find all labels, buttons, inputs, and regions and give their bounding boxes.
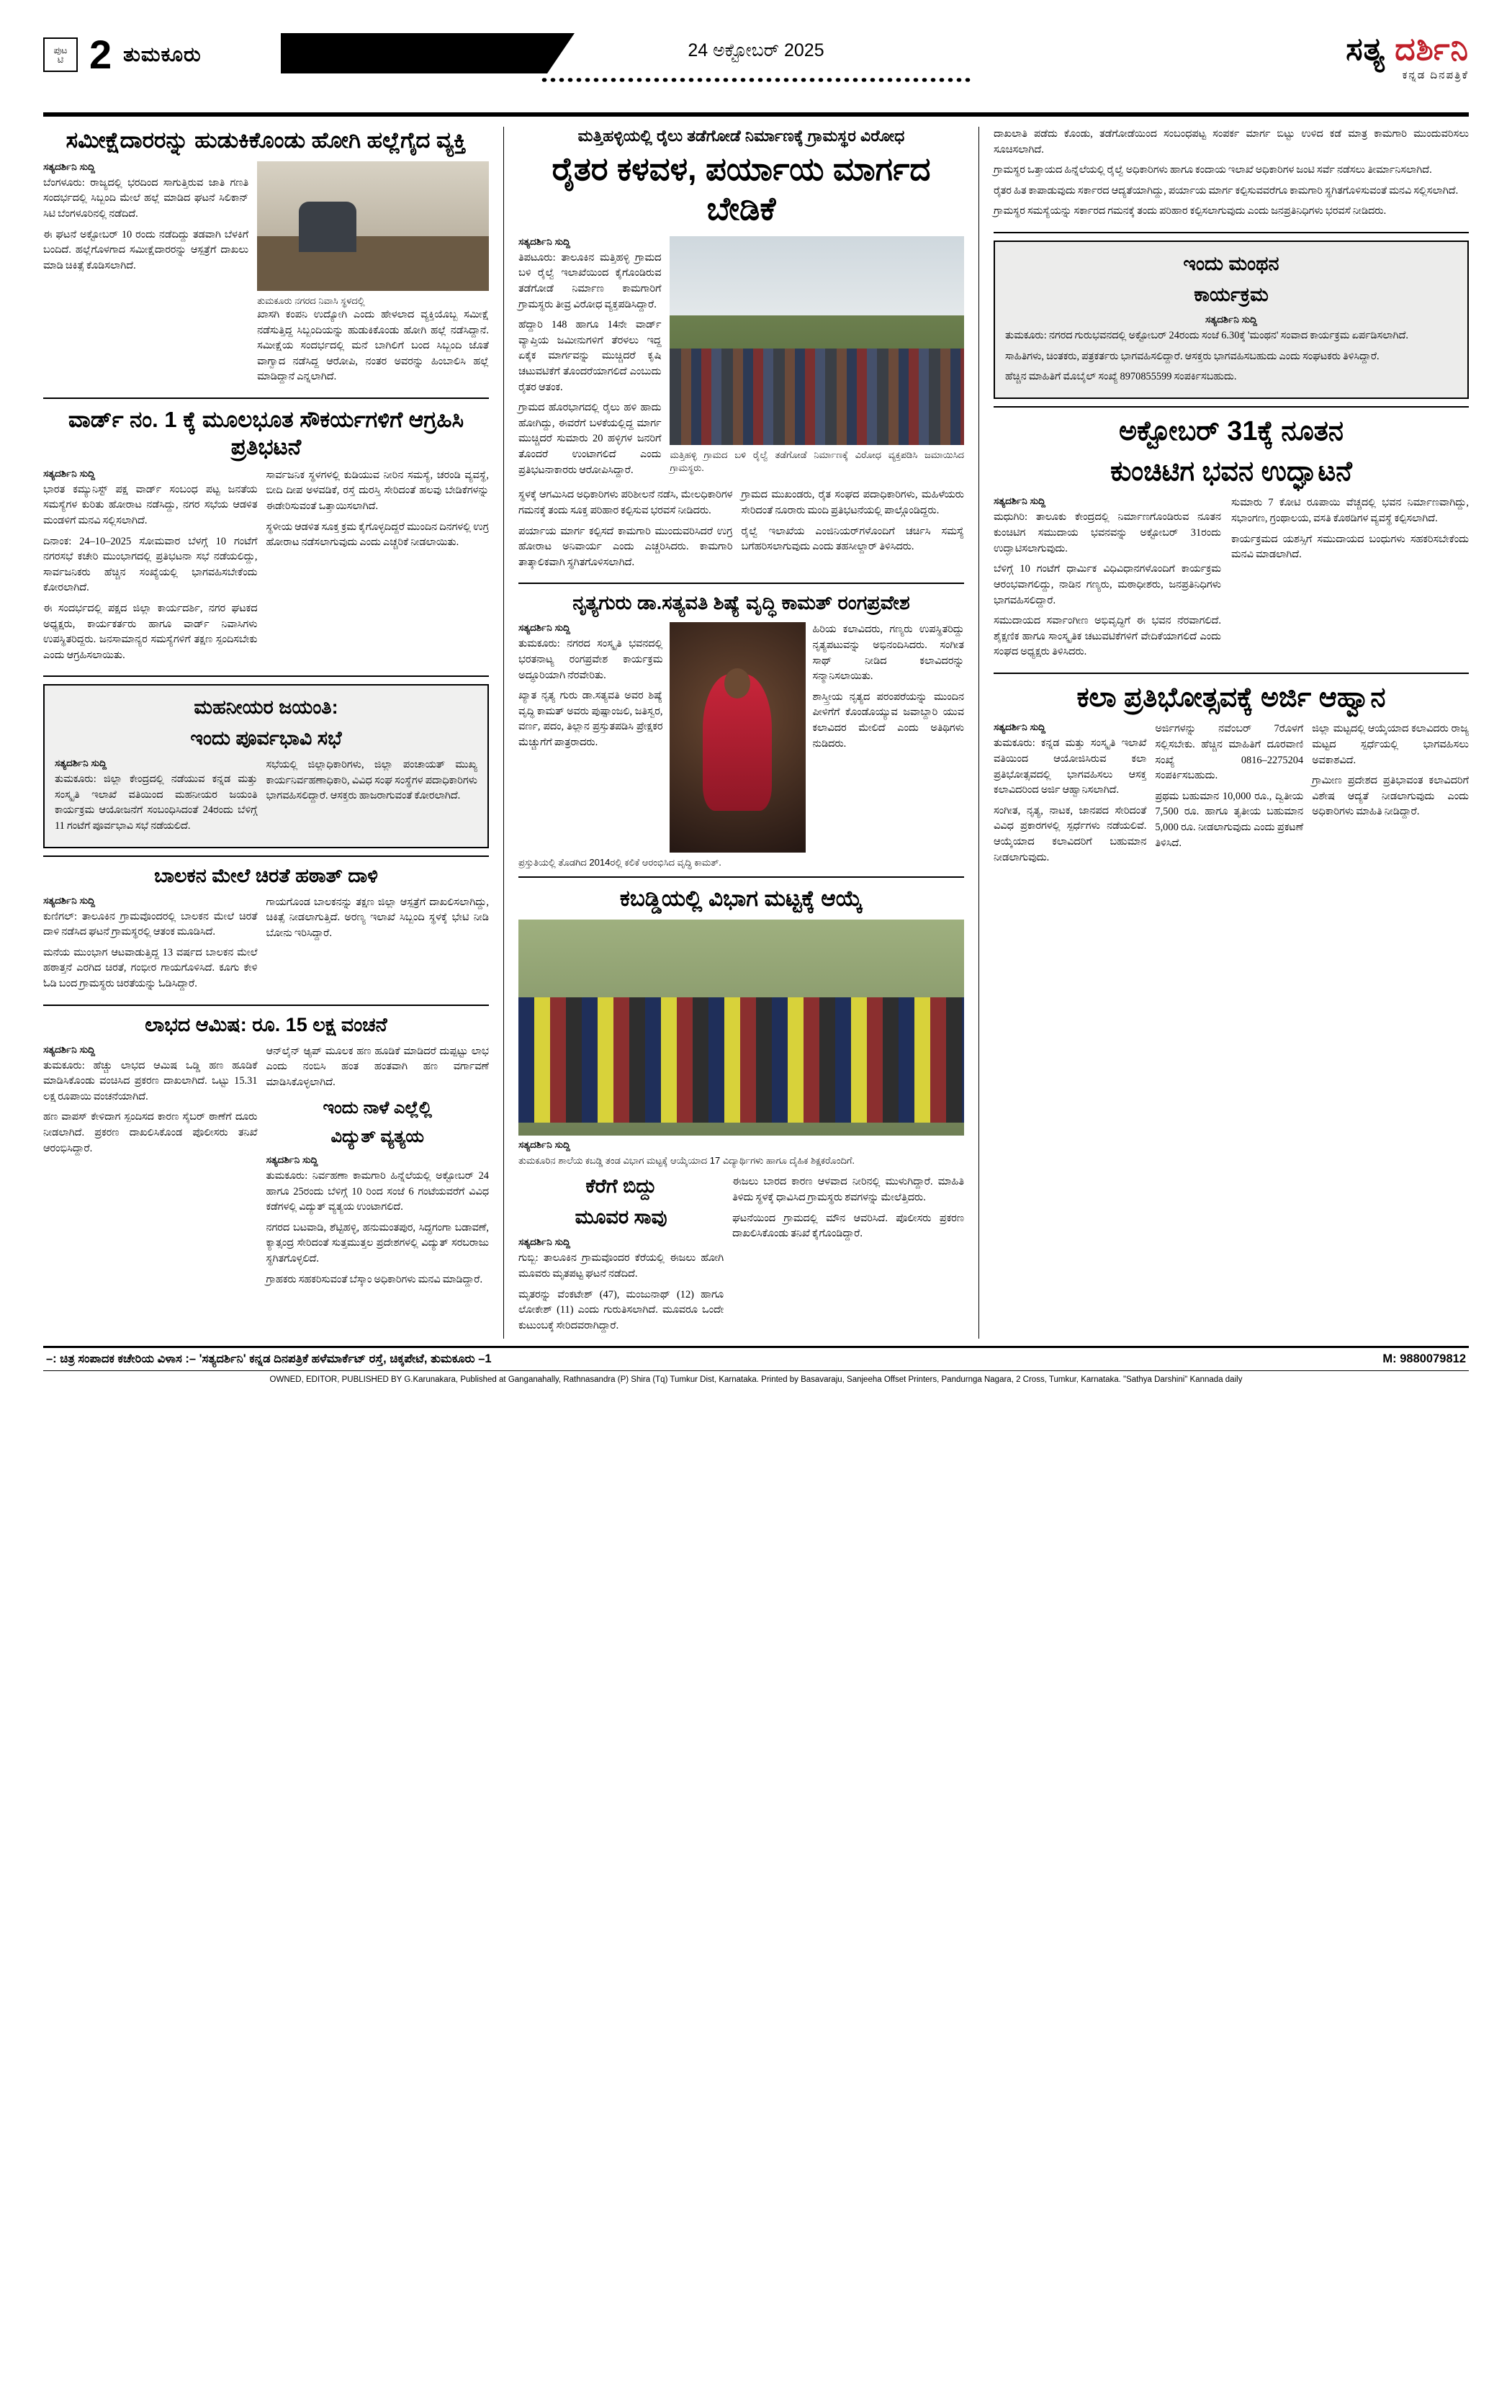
story4-headline: ಬಾಲಕನ ಮೇಲೆ ಚಿರತೆ ಹಠಾತ್ ದಾಳಿ [154, 864, 378, 886]
lead-para7: ರೈಲ್ವೆ ಇಲಾಖೆಯ ಎಂಜಿನಿಯರ್‌ಗಳೊಂದಿಗೆ ಚರ್ಚಿಸಿ ಸಮಸ್ಯೆ ಬಗೆಹರಿಸಲಾಗುವುದು ಎಂದು ತಹಸೀಲ್ದಾರ್ ತಿಳಿಸಿದರು. [741, 525, 964, 553]
story1-byline: ಸತ್ಯದರ್ಶಿನಿ ಸುದ್ದಿ [43, 161, 95, 172]
dotted-divider [540, 76, 972, 84]
story6-para1: ತುಮಕೂರು: ನಿರ್ವಹಣಾ ಕಾಮಗಾರಿ ಹಿನ್ನೆಲೆಯಲ್ಲಿ ಅಕ್ಟೋಬರ್ 24 ಹಾಗೂ 25ರಂದು ಬೆಳಿಗ್ಗೆ 10 ರಿಂದ ಸಂಜೆ 6 ಗಂಟೆಯವರೆಗೆ ವಿವಿಧ ಕಡೆಗಳಲ್ಲಿ ವಿದ್ಯುತ್ ವ್ಯತ್ಯಯ ಉಂಟಾಗಲಿದೆ. [266, 1169, 489, 1213]
lead-para4: ಸ್ಥಳಕ್ಕೆ ಆಗಮಿಸಿದ ಅಧಿಕಾರಿಗಳು ಪರಿಶೀಲನೆ ನಡೆಸಿ, ಮೇಲಧಿಕಾರಿಗಳ ಗಮನಕ್ಕೆ ತಂದು ಸೂಕ್ತ ಪರಿಹಾರ ಕಲ್ಪಿಸುವ ಭರವಸೆ ನೀಡಿದರು. [518, 489, 733, 516]
well-para1: ಗುಬ್ಬಿ: ತಾಲೂಕಿನ ಗ್ರಾಮವೊಂದರ ಕೆರೆಯಲ್ಲಿ ಈಜಲು ಹೋಗಿ ಮೂವರು ಮೃತಪಟ್ಟ ಘಟನೆ ನಡೆದಿದೆ. [518, 1252, 724, 1280]
well-headline-2: ಮೂವರ ಸಾವು [575, 1206, 667, 1228]
column-center [504, 127, 979, 1339]
building-para3: ಸಮುದಾಯದ ಸರ್ವಾಂಗೀಣ ಅಭಿವೃದ್ಧಿಗೆ ಈ ಭವನ ನೆರವಾಗಲಿದೆ. ಶೈಕ್ಷಣಿಕ ಹಾಗೂ ಸಾಂಸ್ಕೃತಿಕ ಚಟುವಟಿಕೆಗಳಿಗೆ ವೇದಿಕೆಯಾಗಲಿದೆ ಎಂದು ಸಂಘದ ಅಧ್ಯಕ್ಷರು ತಿಳಿಸಿದರು. [994, 615, 1221, 658]
newspaper-logo [1346, 32, 1469, 81]
lead-tail-para3: ರೈತರ ಹಿತ ಕಾಪಾಡುವುದು ಸರ್ಕಾರದ ಆದ್ಯತೆಯಾಗಿದ್ದು, ಪರ್ಯಾಯ ಮಾರ್ಗ ಕಲ್ಪಿಸುವವರೆಗೂ ಕಾಮಗಾರಿ ಸ್ಥಗಿತಗೊಳಿಸುವಂತೆ ಮನವಿ ಸಲ್ಲಿಸಲಾಗಿದೆ. [994, 184, 1459, 197]
story2-para4: ಈ ಸಂದರ್ಭದಲ್ಲಿ ಪಕ್ಷದ ಜಿಲ್ಲಾ ಕಾರ್ಯದರ್ಶಿ, ನಗರ ಘಟಕದ ಅಧ್ಯಕ್ಷರು, ಕಾರ್ಯಕರ್ತರು ಹಾಗೂ ವಾರ್ಡ್ ನಿವಾಸಿಗಳು ಉಪಸ್ಥಿತರಿದ್ದರು. ಜನಸಾಮಾನ್ಯರ ಸಮಸ್ಯೆಗಳಿಗೆ ತಕ್ಷಣ ಸ್ಪಂದಿಸಬೇಕು ಎಂದು ಆಗ್ರಹಿಸಲಾಯಿತು. [43, 602, 258, 661]
building-para2: ಬೆಳಿಗ್ಗೆ 10 ಗಂಟೆಗೆ ಧಾರ್ಮಿಕ ವಿಧಿವಿಧಾನಗಳೊಂದಿಗೆ ಕಾರ್ಯಕ್ರಮ ಆರಂಭವಾಗಲಿದ್ದು, ನಾಡಿನ ಗಣ್ಯರು, ಮಠಾಧೀಶರು, ಜನಪ್ರತಿನಿಧಿಗಳು ಭಾಗವಹಿಸಲಿದ್ದಾರೆ. [994, 563, 1221, 606]
kabaddi-photo-caption: ತುಮಕೂರಿನ ಶಾಲೆಯ ಕಬಡ್ಡಿ ತಂಡ ವಿಭಾಗ ಮಟ್ಟಕ್ಕೆ ಆಯ್ಕೆಯಾದ 17 ವಿದ್ಯಾರ್ಥಿಗಳು ಹಾಗೂ ದೈಹಿಕ ಶಿಕ್ಷಕರೊಂದಿಗೆ. [518, 1155, 855, 1167]
issue-date: 24 ಅಕ್ಟೋಬರ್ 2025 [688, 40, 824, 60]
building-para4: ಸುಮಾರು 7 ಕೋಟಿ ರೂಪಾಯಿ ವೆಚ್ಚದಲ್ಲಿ ಭವನ ನಿರ್ಮಾಣವಾಗಿದ್ದು, ಸಭಾಂಗಣ, ಗ್ರಂಥಾಲಯ, ವಸತಿ ಕೊಠಡಿಗಳ ವ್ಯವಸ್ಥೆ ಕಲ್ಪಿಸಲಾಗಿದೆ. [1231, 497, 1469, 525]
story4-para2: ಮನೆಯ ಮುಂಭಾಗ ಆಟವಾಡುತ್ತಿದ್ದ 13 ವರ್ಷದ ಬಾಲಕನ ಮೇಲೆ ಹಠಾತ್ತನೆ ಎರಗಿದ ಚಿರತೆ, ಗಂಭೀರ ಗಾಯಗೊಳಿಸಿದೆ. ಕೂಗು ಕೇಳಿ ಓಡಿ ಬಂದ ಗ್ರಾಮಸ್ಥರು ಚಿರತೆಯನ್ನು ಓಡಿಸಿದ್ದಾರೆ. [43, 946, 258, 990]
column-right [979, 127, 1469, 1339]
page-badge-line2: ಟಿ [57, 54, 64, 65]
story6-byline: ಸತ್ಯದರ್ಶಿನಿ ಸುದ್ದಿ [266, 1154, 318, 1165]
divider [43, 855, 489, 857]
page-number: 2 [89, 32, 112, 77]
story6-headline-1: ಇಂದು ನಾಳೆ ಎಲ್ಲೆಲ್ಲಿ [323, 1098, 432, 1118]
story5-para1: ತುಮಕೂರು: ಹೆಚ್ಚು ಲಾಭದ ಆಮಿಷ ಒಡ್ಡಿ ಹಣ ಹೂಡಿಕೆ ಮಾಡಿಸಿಕೊಂಡು ವಂಚಿಸಿದ ಪ್ರಕರಣ ದಾಖಲಾಗಿದೆ. ಒಟ್ಟು 15.31 ಲಕ್ಷ ರೂಪಾಯಿ ವಂಚನೆಯಾಗಿದೆ. [43, 1059, 258, 1102]
art-byline: ಸತ್ಯದರ್ಶಿನಿ ಸುದ್ದಿ [994, 722, 1045, 733]
footer-colophon: OWNED, EDITOR, PUBLISHED BY G.Karunakara, Published at Ganganahally, Rathnasandra (P) Shira (Tq) Tumkur Dist, Karnataka. Printed by Basavaraju, Sanjeeha Offset Printers, Pandurnga Nagara, 2 Cross, Tumkur, Karnataka. "Sathya Darshini" Kannada daily [269, 1375, 1243, 1385]
building-headline-2: ಕುಂಚಿಟಿಗ ಭವನ ಉದ್ಘಾಟನೆ [1110, 457, 1352, 488]
lead-byline: ಸತ್ಯದರ್ಶಿನಿ ಸುದ್ದಿ [518, 235, 570, 247]
footer-address: –: ಚಿತ್ರ ಸಂಪಾದಕ ಕಚೇರಿಯ ವಿಳಾಸ :– 'ಸತ್ಯದರ್ಶಿನಿ' ಕನ್ನಡ ದಿನಪತ್ರಿಕೆ ಹಳೆಮಾರ್ಕೆಟ್ ರಸ್ತೆ, ಚಿಕ್ಕಪೇಟೆ, ತುಮಕೂರು –1 [46, 1352, 492, 1366]
masthead [43, 32, 1469, 117]
divider [994, 406, 1469, 408]
art-headline: ಕಲಾ ಪ್ರತಿಭೋತ್ಸವಕ್ಕೆ ಅರ್ಜಿ ಆಹ್ವಾನ [1076, 682, 1386, 713]
masthead-black-bar [281, 33, 547, 73]
story5-para3: ಹಣ ವಾಪಸ್ ಕೇಳಿದಾಗ ಸ್ಪಂದಿಸದ ಕಾರಣ ಸೈಬರ್ ಠಾಣೆಗೆ ದೂರು ನೀಡಲಾಗಿದೆ. ಪ್ರಕರಣ ದಾಖಲಿಸಿಕೊಂಡ ಪೊಲೀಸರು ತನಿಖೆ ಆರಂಭಿಸಿದ್ದಾರೆ. [43, 1111, 258, 1154]
story1-para1: ಬೆಂಗಳೂರು: ರಾಜ್ಯದಲ್ಲಿ ಭರದಿಂದ ಸಾಗುತ್ತಿರುವ ಜಾತಿ ಗಣತಿ ಸಂದರ್ಭದಲ್ಲಿ ಸಿಬ್ಬಂದಿ ಮೇಲೆ ಹಲ್ಲೆ ಮಾಡಿದ ಘಟನೆ ಸಿಲಿಕಾನ್ ಸಿಟಿ ಬೆಂಗಳೂರಿನಲ್ಲಿ ನಡೆದಿದೆ. [43, 176, 249, 220]
lead-tail-para1: ದಾಖಲಾತಿ ಪಡೆದು ಕೊಂಡು, ತಡೆಗೋಡೆಯಿಂದ ಸಂಬಂಧಪಟ್ಟ ಸಂಪರ್ಕ ಮಾರ್ಗ ಬಿಟ್ಟು ಉಳಿದ ಕಡೆ ಮಾತ್ರ ಕಾಮಗಾರಿ ಮುಂದುವರಿಸಲು ಸೂಚಿಸಲಾಗಿದೆ. [994, 128, 1469, 156]
story3-headline-2: ಇಂದು ಪೂರ್ವಭಾವಿ ಸಭೆ [190, 727, 342, 750]
logo-subtitle: ಕನ್ನಡ ದಿನಪತ್ರಿಕೆ [1402, 69, 1469, 81]
story6-para3: ಗ್ರಾಹಕರು ಸಹಕರಿಸುವಂತೆ ಬೆಸ್ಕಾಂ ಅಧಿಕಾರಿಗಳು ಮನವಿ ಮಾಡಿದ್ದಾರೆ. [266, 1273, 483, 1285]
story2-headline: ವಾರ್ಡ್ ನಂ. 1 ಕ್ಕೆ ಮೂಲಭೂತ ಸೌಕರ್ಯಗಳಿಗೆ ಆಗ್ರಹಿಸಿ ಪ್ರತಿಭಟನೆ [68, 407, 464, 459]
story4-para3: ಗಾಯಗೊಂಡ ಬಾಲಕನನ್ನು ತಕ್ಷಣ ಜಿಲ್ಲಾ ಆಸ್ಪತ್ರೆಗೆ ದಾಖಲಿಸಲಾಗಿದ್ದು, ಚಿಕಿತ್ಸೆ ನೀಡಲಾಗುತ್ತಿದೆ. ಅರಣ್ಯ ಇಲಾಖೆ ಸಿಬ್ಬಂದಿ ಸ್ಥಳಕ್ಕೆ ಭೇಟಿ ನೀಡಿ ಬೋನು ಇರಿಸಿದ್ದಾರೆ. [266, 896, 489, 939]
dance-para2: ಖ್ಯಾತ ನೃತ್ಯ ಗುರು ಡಾ.ಸತ್ಯವತಿ ಅವರ ಶಿಷ್ಯೆ ವೃದ್ಧಿ ಕಾಮತ್ ಅವರು ಪುಷ್ಪಾಂಜಲಿ, ಜತಿಸ್ವರ, ವರ್ಣ, ಪದಂ, ತಿಲ್ಲಾನ ಪ್ರಸ್ತುತಪಡಿಸಿ ಪ್ರೇಕ್ಷಕರ ಮೆಚ್ಚುಗೆಗೆ ಪಾತ್ರರಾದರು. [518, 690, 663, 748]
story1-photo [257, 161, 489, 291]
story2-byline: ಸತ್ಯದರ್ಶಿನಿ ಸುದ್ದಿ [43, 467, 95, 479]
lead-kicker: ಮತ್ತಿಹಳ್ಳಿಯಲ್ಲಿ ರೈಲು ತಡೆಗೋಡೆ ನಿರ್ಮಾಣಕ್ಕೆ ಗ್ರಾಮಸ್ಥರ ವಿರೋಧ [577, 127, 905, 145]
today-para1: ತುಮಕೂರು: ನಗರದ ಗುರುಭವನದಲ್ಲಿ ಅಕ್ಟೋಬರ್ 24ರಂದು ಸಂಜೆ 6.30ಕ್ಕೆ 'ಮಂಥನ' ಸಂವಾದ ಕಾರ್ಯಕ್ರಮ ಏರ್ಪಡಿಸಲಾಗಿದೆ. [1005, 329, 1409, 341]
story1-photo-caption: ತುಮಕೂರು ನಗರದ ನಿವಾಸಿ ಸ್ಥಳದಲ್ಲಿ [257, 295, 365, 306]
page-badge-line1: ಪುಟ [53, 45, 68, 55]
today-para3: ಹೆಚ್ಚಿನ ಮಾಹಿತಿಗೆ ಮೊಬೈಲ್ ಸಂಖ್ಯೆ 8970855599 ಸಂಪರ್ಕಿಸಬಹುದು. [1005, 371, 1237, 383]
dance-para3: ಹಿರಿಯ ಕಲಾವಿದರು, ಗಣ್ಯರು ಉಪಸ್ಥಿತರಿದ್ದು ನೃತ್ಯಪಟುವನ್ನು ಅಭಿನಂದಿಸಿದರು. ಸಂಗೀತ ಸಾಥ್ ನೀಡಿದ ಕಲಾವಿದರನ್ನು ಸನ್ಮಾನಿಸಲಾಯಿತು. [812, 624, 964, 683]
story2-para3: ದಿನಾಂಕ: 24–10–2025 ಸೋಮವಾರ ಬೆಳಗ್ಗೆ 10 ಗಂಟೆಗೆ ನಗರಸಭೆ ಕಚೇರಿ ಮುಂಭಾಗದಲ್ಲಿ ಪ್ರತಿಭಟನಾ ಸಭೆ ನಡೆಯಲಿದ್ದು, ಸಾರ್ವಜನಿಕರು ಹೆಚ್ಚಿನ ಸಂಖ್ಯೆಯಲ್ಲಿ ಭಾಗವಹಿಸಬೇಕೆಂದು ಕೋರಲಾಗಿದೆ. [43, 535, 258, 594]
footer-mobile: M: 9880079812 [1382, 1352, 1466, 1366]
page-badge [43, 37, 78, 72]
building-headline-1: ಅಕ್ಟೋಬರ್ 31ಕ್ಕೆ ನೂತನ [1119, 415, 1344, 446]
dance-photo-caption: ಪ್ರಸ್ತುತಿಯಲ್ಲಿ ತೊಡಗಿದ 2014ರಲ್ಲಿ ಕಲಿಕೆ ಆರಂಭಿಸಿದ ವೃದ್ಧಿ ಕಾಮತ್. [518, 857, 721, 868]
page-content [43, 127, 1469, 1339]
divider [43, 1005, 489, 1006]
divider [518, 583, 964, 584]
divider [994, 232, 1469, 233]
masthead-left [43, 32, 202, 77]
today-headline-1: ಇಂದು ಮಂಥನ [1183, 253, 1279, 275]
newspaper-page [0, 32, 1512, 2408]
story1-para3: ಖಾಸಗಿ ಕಂಪನಿ ಉದ್ಯೋಗಿ ಎಂದು ಹೇಳಲಾದ ವ್ಯಕ್ತಿಯೊಬ್ಬ ಸಮೀಕ್ಷೆ ನಡೆಸುತ್ತಿದ್ದ ಸಿಬ್ಬಂದಿಯನ್ನು ಹುಡುಕಿಕೊಂಡು ಹೋಗಿ ಹಲ್ಲೆ ನಡೆಸಿದ್ದಾನೆ. ಸಮೀಕ್ಷೆಯ ಸಂದರ್ಭದಲ್ಲಿ ಮನೆ ಬಾಗಿಲಿಗೆ ಬಂದ ಸಿಬ್ಬಂದಿ ಜೊತೆ ವಾಗ್ವಾದ ನಡೆಸಿದ್ದ ಆರೋಪಿ, ನಂತರ ಅವರನ್ನು ಹಿಂಬಾಲಿಸಿ ಹಲ್ಲೆ ಮಾಡಿದ್ದಾನೆ ಎನ್ನಲಾಗಿದೆ. [257, 309, 489, 383]
dance-para4: ಶಾಸ್ತ್ರೀಯ ನೃತ್ಯದ ಪರಂಪರೆಯನ್ನು ಮುಂದಿನ ಪೀಳಿಗೆಗೆ ಕೊಂಡೊಯ್ಯುವ ಜವಾಬ್ದಾರಿ ಯುವ ಕಲಾವಿದರ ಮೇಲಿದೆ ಎಂದು ಅತಿಥಿಗಳು ನುಡಿದರು. [812, 691, 964, 750]
story3-headline-1: ಮಹನೀಯರ ಜಯಂತಿ: [194, 696, 338, 719]
well-byline: ಸತ್ಯದರ್ಶಿನಿ ಸುದ್ದಿ [518, 1236, 570, 1248]
story5-para2: ಆನ್‌ಲೈನ್ ಆ್ಯಪ್ ಮೂಲಕ ಹಣ ಹೂಡಿಕೆ ಮಾಡಿದರೆ ದುಪ್ಪಟ್ಟು ಲಾಭ ಎಂದು ನಂಬಿಸಿ ಹಂತ ಹಂತವಾಗಿ ಹಣ ವರ್ಗಾವಣೆ ಮಾಡಿಸಿಕೊಳ್ಳಲಾಗಿದೆ. [266, 1045, 489, 1088]
story6-headline-2: ವಿದ್ಯುತ್ ವ್ಯತ್ಯಯ [330, 1126, 425, 1146]
story5-byline: ಸತ್ಯದರ್ಶಿನಿ ಸುದ್ದಿ [43, 1043, 95, 1055]
story2-para5: ಸ್ಥಳೀಯ ಆಡಳಿತ ಸೂಕ್ತ ಕ್ರಮ ಕೈಗೊಳ್ಳದಿದ್ದರೆ ಮುಂದಿನ ದಿನಗಳಲ್ಲಿ ಉಗ್ರ ಹೋರಾಟ ನಡೆಸಲಾಗುವುದು ಎಂದು ಎಚ್ಚರಿಕೆ ನೀಡಲಾಯಿತು. [266, 521, 489, 549]
kabaddi-photo [518, 920, 964, 1136]
story3-box [43, 684, 489, 848]
today-para2: ಸಾಹಿತಿಗಳು, ಚಿಂತಕರು, ಪತ್ರಕರ್ತರು ಭಾಗವಹಿಸಲಿದ್ದಾರೆ. ಆಸಕ್ತರು ಭಾಗವಹಿಸಬಹುದು ಎಂದು ಸಂಘಟಕರು ತಿಳಿಸಿದ್ದಾರೆ. [1005, 350, 1380, 362]
edition-place: ತುಮಕೂರು [123, 42, 202, 66]
lead-para5: ಪರ್ಯಾಯ ಮಾರ್ಗ ಕಲ್ಪಿಸದೆ ಕಾಮಗಾರಿ ಮುಂದುವರಿಸಿದರೆ ಉಗ್ರ ಹೋರಾಟ ಅನಿವಾರ್ಯ ಎಂದು ಎಚ್ಚರಿಸಿದರು. ಕಾಮಗಾರಿ ತಾತ್ಕಾಲಿಕವಾಗಿ ಸ್ಥಗಿತಗೊಳಿಸಲಾಗಿದೆ. [518, 525, 733, 568]
story5-headline: ಲಾಭದ ಆಮಿಷ: ರೂ. 15 ಲಕ್ಷ ವಂಚನೆ [145, 1013, 387, 1035]
lead-para3: ಗ್ರಾಮದ ಹೊರಭಾಗದಲ್ಲಿ ರೈಲು ಹಳಿ ಹಾದು ಹೋಗಿದ್ದು, ಈವರೆಗೆ ಬಳಕೆಯಲ್ಲಿದ್ದ ಮಾರ್ಗ ಮುಚ್ಚಿದರೆ ಸುಮಾರು 20 ಹಳ್ಳಿಗಳ ಜನರಿಗೆ ತೊಂದರೆ ಉಂಟಾಗಲಿದೆ ಎಂದು ಪ್ರತಿಭಟನಾಕಾರರು ಆರೋಪಿಸಿದ್ದಾರೆ. [518, 402, 662, 476]
lead-para2: ಹೆದ್ದಾರಿ 148 ಹಾಗೂ 14ನೇ ವಾರ್ಡ್ ವ್ಯಾಪ್ತಿಯ ಜಮೀನುಗಳಿಗೆ ತೆರಳಲು ಇದ್ದ ಏಕೈಕ ಮಾರ್ಗವನ್ನು ಮುಚ್ಚಿದರೆ ಕೃಷಿ ಚಟುವಟಿಕೆಗೆ ತೊಂದರೆಯಾಗಲಿದೆ ಎಂಬುದು ರೈತರ ಆತಂಕ. [518, 319, 662, 393]
story6-para2: ನಗರದ ಬಟವಾಡಿ, ಶೆಟ್ಟಿಹಳ್ಳಿ, ಹನುಮಂತಪುರ, ಸಿದ್ಧಗಂಗಾ ಬಡಾವಣೆ, ಕ್ಯಾತ್ಸಂದ್ರ ಸೇರಿದಂತೆ ಸುತ್ತಮುತ್ತಲ ಪ್ರದೇಶಗಳಲ್ಲಿ ವಿದ್ಯುತ್ ಸರಬರಾಜು ಸ್ಥಗಿತಗೊಳ್ಳಲಿದೆ. [266, 1221, 489, 1265]
building-para1: ಮಧುಗಿರಿ: ತಾಲೂಕು ಕೇಂದ್ರದಲ್ಲಿ ನಿರ್ಮಾಣಗೊಂಡಿರುವ ನೂತನ ಕುಂಚಿಟಿಗ ಸಮುದಾಯ ಭವನವನ್ನು ಅಕ್ಟೋಬರ್ 31ರಂದು ಉದ್ಘಾಟಿಸಲಾಗುವುದು. [994, 511, 1221, 554]
divider [518, 876, 964, 878]
dance-byline: ಸತ್ಯದರ್ಶಿನಿ ಸುದ್ದಿ [518, 622, 570, 634]
lead-tail-para2: ಗ್ರಾಮಸ್ಥರ ಒತ್ತಾಯದ ಹಿನ್ನೆಲೆಯಲ್ಲಿ ರೈಲ್ವೆ ಅಧಿಕಾರಿಗಳು ಹಾಗೂ ಕಂದಾಯ ಇಲಾಖೆ ಅಧಿಕಾರಿಗಳ ಜಂಟಿ ಸರ್ವೆ ನಡೆಸಲು ತೀರ್ಮಾನಿಸಲಾಗಿದೆ. [994, 164, 1432, 176]
art-para5: ಜಿಲ್ಲಾ ಮಟ್ಟದಲ್ಲಿ ಆಯ್ಕೆಯಾದ ಕಲಾವಿದರು ರಾಜ್ಯ ಮಟ್ಟದ ಸ್ಪರ್ಧೆಯಲ್ಲಿ ಭಾಗವಹಿಸಲು ಅವಕಾಶವಿದೆ. [1312, 723, 1469, 766]
well-para3: ಈಜಲು ಬಾರದ ಕಾರಣ ಆಳವಾದ ನೀರಿನಲ್ಲಿ ಮುಳುಗಿದ್ದಾರೆ. ಮಾಹಿತಿ ತಿಳಿದು ಸ್ಥಳಕ್ಕೆ ಧಾವಿಸಿದ ಗ್ರಾಮಸ್ಥರು ಶವಗಳನ್ನು ಮೇಲೆತ್ತಿದರು. [732, 1176, 964, 1204]
today-headline-2: ಕಾರ್ಯಕ್ರಮ [1194, 283, 1269, 305]
story2-para2: ಸಾರ್ವಜನಿಕ ಸ್ಥಳಗಳಲ್ಲಿ ಕುಡಿಯುವ ನೀರಿನ ಸಮಸ್ಯೆ, ಚರಂಡಿ ವ್ಯವಸ್ಥೆ, ಬೀದಿ ದೀಪ ಅಳವಡಿಕೆ, ರಸ್ತೆ ದುರಸ್ತಿ ಸೇರಿದಂತೆ ಹಲವು ಬೇಡಿಕೆಗಳನ್ನು ಈಡೇರಿಸುವಂತೆ ಒತ್ತಾಯಿಸಲಾಗಿದೆ. [266, 469, 489, 512]
story3-para1: ತುಮಕೂರು: ಜಿಲ್ಲಾ ಕೇಂದ್ರದಲ್ಲಿ ನಡೆಯುವ ಕನ್ನಡ ಮತ್ತು ಸಂಸ್ಕೃತಿ ಇಲಾಖೆ ವತಿಯಿಂದ ಮಹನೀಯರ ಜಯಂತಿ ಕಾರ್ಯಕ್ರಮ ಆಯೋಜನೆಗೆ ಸಂಬಂಧಿಸಿದಂತೆ 24ರಂದು ಬೆಳಿಗ್ಗೆ 11 ಗಂಟೆಗೆ ಪೂರ್ವಭಾವಿ ಸಭೆ ನಡೆಯಲಿದೆ. [55, 773, 258, 832]
building-para5: ಕಾರ್ಯಕ್ರಮದ ಯಶಸ್ಸಿಗೆ ಸಮುದಾಯದ ಬಂಧುಗಳು ಸಹಕರಿಸಬೇಕೆಂದು ಮನವಿ ಮಾಡಲಾಗಿದೆ. [1231, 533, 1469, 561]
lead-tail-para4: ಗ್ರಾಮಸ್ಥರ ಸಮಸ್ಯೆಯನ್ನು ಸರ್ಕಾರದ ಗಮನಕ್ಕೆ ತಂದು ಪರಿಹಾರ ಕಲ್ಪಿಸಲಾಗುವುದು ಎಂದು ಜನಪ್ರತಿನಿಧಿಗಳು ಭರವಸೆ ನೀಡಿದರು. [994, 205, 1387, 217]
lead-photo-caption: ಮತ್ತಿಹಳ್ಳಿ ಗ್ರಾಮದ ಬಳಿ ರೈಲ್ವೆ ತಡೆಗೋಡೆ ನಿರ್ಮಾಣಕ್ಕೆ ವಿರೋಧ ವ್ಯಕ್ತಪಡಿಸಿ ಜಮಾಯಿಸಿದ ಗ್ರಾಮಸ್ಥರು. [670, 449, 964, 473]
lead-para6: ಗ್ರಾಮದ ಮುಖಂಡರು, ರೈತ ಸಂಘದ ಪದಾಧಿಕಾರಿಗಳು, ಮಹಿಳೆಯರು ಸೇರಿದಂತೆ ನೂರಾರು ಮಂದಿ ಪ್ರತಿಭಟನೆಯಲ್ಲಿ ಪಾಲ್ಗೊಂಡಿದ್ದರು. [741, 489, 964, 516]
divider [43, 675, 489, 677]
story3-byline: ಸತ್ಯದರ್ಶಿನಿ ಸುದ್ದಿ [55, 758, 107, 769]
well-para2: ಮೃತರನ್ನು ವೆಂಕಟೇಶ್ (47), ಮಂಜುನಾಥ್ (12) ಹಾಗೂ ಲೋಕೇಶ್ (11) ಎಂದು ಗುರುತಿಸಲಾಗಿದೆ. ಮೂವರೂ ಒಂದೇ ಕುಟುಂಬಕ್ಕೆ ಸೇರಿದವರಾಗಿದ್ದಾರೆ. [518, 1288, 724, 1331]
footer-strap [43, 1346, 1469, 1371]
dance-headline: ನೃತ್ಯಗುರು ಡಾ.ಸತ್ಯವತಿ ಶಿಷ್ಯೆ ವೃದ್ಧಿ ಕಾಮತ್ ರಂಗಪ್ರವೇಶ [572, 592, 910, 614]
story3-para2: ಸಭೆಯಲ್ಲಿ ಜಿಲ್ಲಾಧಿಕಾರಿಗಳು, ಜಿಲ್ಲಾ ಪಂಚಾಯತ್ ಮುಖ್ಯ ಕಾರ್ಯನಿರ್ವಹಣಾಧಿಕಾರಿ, ವಿವಿಧ ಸಂಘ ಸಂಸ್ಥೆಗಳ ಪದಾಧಿಕಾರಿಗಳು ಭಾಗವಹಿಸಲಿದ್ದಾರೆ. ಆಸಕ್ತರು ಹಾಜರಾಗುವಂತೆ ಕೋರಲಾಗಿದೆ. [266, 759, 477, 802]
lead-photo [670, 236, 964, 445]
divider [994, 673, 1469, 674]
divider [43, 397, 489, 399]
story4-para1: ಕುಣಿಗಲ್: ತಾಲೂಕಿನ ಗ್ರಾಮವೊಂದರಲ್ಲಿ ಬಾಲಕನ ಮೇಲೆ ಚಿರತೆ ದಾಳಿ ನಡೆಸಿದ ಘಟನೆ ಗ್ರಾಮಸ್ಥರಲ್ಲಿ ಆತಂಕ ಮೂಡಿಸಿದೆ. [43, 910, 258, 938]
story4-byline: ಸತ್ಯದರ್ಶಿನಿ ಸುದ್ದಿ [43, 894, 95, 906]
art-para1: ತುಮಕೂರು: ಕನ್ನಡ ಮತ್ತು ಸಂಸ್ಕೃತಿ ಇಲಾಖೆ ವತಿಯಿಂದ ಆಯೋಜಿಸಿರುವ ಕಲಾ ಪ್ರತಿಭೋತ್ಸವದಲ್ಲಿ ಭಾಗವಹಿಸಲು ಆಸಕ್ತ ಕಲಾವಿದರಿಂದ ಅರ್ಜಿ ಆಹ್ವಾನಿಸಲಾಗಿದೆ. [994, 737, 1147, 796]
art-para2: ಸಂಗೀತ, ನೃತ್ಯ, ನಾಟಕ, ಜಾನಪದ ಸೇರಿದಂತೆ ವಿವಿಧ ಪ್ರಕಾರಗಳಲ್ಲಿ ಸ್ಪರ್ಧೆಗಳು ನಡೆಯಲಿವೆ. ಆಯ್ಕೆಯಾದ ಕಲಾವಿದರಿಗೆ ಬಹುಮಾನ ನೀಡಲಾಗುವುದು. [994, 804, 1147, 863]
logo-text-red: ದರ್ಶಿನಿ [1395, 32, 1469, 67]
building-byline: ಸತ್ಯದರ್ಶಿನಿ ಸುದ್ದಿ [994, 495, 1045, 507]
art-para3: ಅರ್ಜಿಗಳನ್ನು ನವೆಂಬರ್ 7ರೊಳಗೆ ಸಲ್ಲಿಸಬೇಕು. ಹೆಚ್ಚಿನ ಮಾಹಿತಿಗೆ ದೂರವಾಣಿ ಸಂಖ್ಯೆ 0816–2275204 ಸಂಪರ್ಕಿಸಬಹುದು. [1155, 723, 1304, 782]
art-para6: ಗ್ರಾಮೀಣ ಪ್ರದೇಶದ ಪ್ರತಿಭಾವಂತ ಕಲಾವಿದರಿಗೆ ವಿಶೇಷ ಆದ್ಯತೆ ನೀಡಲಾಗುವುದು ಎಂದು ಅಧಿಕಾರಿಗಳು ಮಾಹಿತಿ ನೀಡಿದ್ದಾರೆ. [1312, 775, 1469, 818]
kabaddi-byline: ಸತ್ಯದರ್ಶಿನಿ ಸುದ್ದಿ [518, 1139, 570, 1151]
today-program-box [994, 241, 1469, 399]
kabaddi-headline: ಕಬಡ್ಡಿಯಲ್ಲಿ ವಿಭಾಗ ಮಟ್ಟಕ್ಕೆ ಆಯ್ಕೆ [619, 886, 863, 912]
dance-photo [670, 622, 805, 853]
lead-headline: ರೈತರ ಕಳವಳ, ಪರ್ಯಾಯ ಮಾರ್ಗದ ಬೇಡಿಕೆ [552, 150, 931, 227]
well-headline-1: ಕೆರೆಗೆ ಬಿದ್ದು [585, 1175, 657, 1198]
story2-para1: ಭಾರತ ಕಮ್ಯುನಿಸ್ಟ್ ಪಕ್ಷ ವಾರ್ಡ್ ಸಂಬಂಧ ಪಟ್ಟ ಜನತೆಯ ಸಮಸ್ಯೆಗಳ ಕುರಿತು ಹೋರಾಟ ನಡೆಸಿದ್ದು, ನಗರ ಸಭೆಯ ಆಡಳಿತ ಮಂಡಳಿಗೆ ಮನವಿ ಸಲ್ಲಿಸಲಾಗಿದೆ. [43, 483, 258, 526]
today-byline: ಸತ್ಯದರ್ಶಿನಿ ಸುದ್ದಿ [1205, 313, 1257, 325]
dance-para1: ತುಮಕೂರು: ನಗರದ ಸಂಸ್ಕೃತಿ ಭವನದಲ್ಲಿ ಭರತನಾಟ್ಯ ರಂಗಪ್ರವೇಶ ಕಾರ್ಯಕ್ರಮ ಅದ್ಧೂರಿಯಾಗಿ ನೆರವೇರಿತು. [518, 638, 663, 681]
lead-para1: ತಿಪಟೂರು: ತಾಲೂಕಿನ ಮತ್ತಿಹಳ್ಳಿ ಗ್ರಾಮದ ಬಳಿ ರೈಲ್ವೆ ಇಲಾಖೆಯಿಂದ ಕೈಗೊಂಡಿರುವ ತಡೆಗೋಡೆ ನಿರ್ಮಾಣ ಕಾಮಗಾರಿಗೆ ಗ್ರಾಮಸ್ಥರು ತೀವ್ರ ವಿರೋಧ ವ್ಯಕ್ತಪಡಿಸಿದ್ದಾರೆ. [518, 251, 662, 310]
column-left [43, 127, 504, 1339]
logo-text-black: ಸತ್ಯ [1346, 32, 1395, 67]
story1-para2: ಈ ಘಟನೆ ಅಕ್ಟೋಬರ್ 10 ರಂದು ನಡೆದಿದ್ದು ತಡವಾಗಿ ಬೆಳಕಿಗೆ ಬಂದಿದೆ. ಹಲ್ಲೆಗೊಳಗಾದ ಸಮೀಕ್ಷೆದಾರರನ್ನು ಆಸ್ಪತ್ರೆಗೆ ದಾಖಲು ಮಾಡಿ ಚಿಕಿತ್ಸೆ ಕೊಡಿಸಲಾಗಿದೆ. [43, 228, 249, 271]
art-para4: ಪ್ರಥಮ ಬಹುಮಾನ 10,000 ರೂ., ದ್ವಿತೀಯ 7,500 ರೂ. ಹಾಗೂ ತೃತೀಯ ಬಹುಮಾನ 5,000 ರೂ. ನೀಡಲಾಗುವುದು ಎಂದು ಪ್ರಕಟಣೆ ತಿಳಿಸಿದೆ. [1155, 790, 1304, 849]
well-para4: ಘಟನೆಯಿಂದ ಗ್ರಾಮದಲ್ಲಿ ಮೌನ ಆವರಿಸಿದೆ. ಪೊಲೀಸರು ಪ್ರಕರಣ ದಾಖಲಿಸಿಕೊಂಡು ತನಿಖೆ ಕೈಗೊಂಡಿದ್ದಾರೆ. [732, 1212, 964, 1240]
story1-headline: ಸಮೀಕ್ಷೆದಾರರನ್ನು ಹುಡುಕಿಕೊಂಡು ಹೋಗಿ ಹಲ್ಲೆಗೈದ ವ್ಯಕ್ತಿ [66, 127, 467, 153]
